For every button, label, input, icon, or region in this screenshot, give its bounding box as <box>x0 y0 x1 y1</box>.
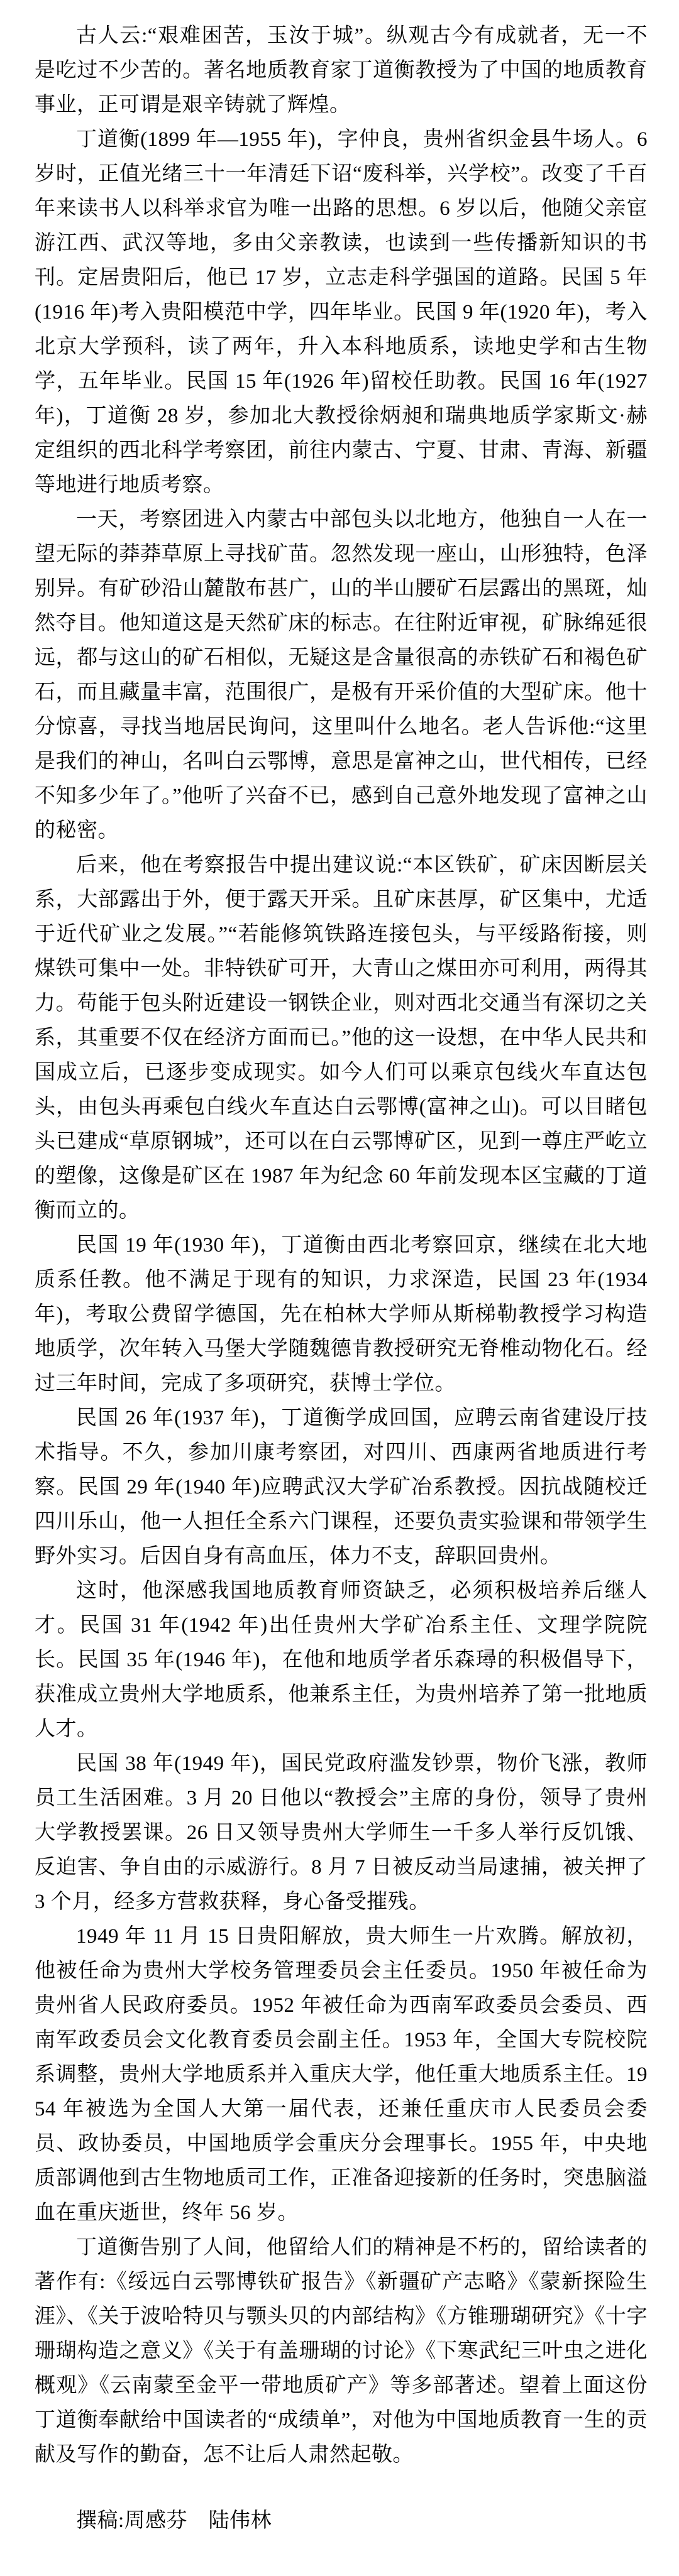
paragraph-early-life: 丁道衡(1899 年—1955 年)，字仲良，贵州省织金县牛场人。6 岁时，正值光绪三十一年清廷下诏“废科举，兴学校”。改变了千百年来读书人以科举求官为唯一出路的思想。6 岁以后，他随父亲宦游江西、武汉等地，多由父亲教读，也读到一些传播新知识的书刊。定居贵阳后，他已 17 岁，立志走科学强国的道路。民国 5 年(1916 年)考入贵阳模范中学，四年毕业。民国 9 年(1920 年)，考入北京大学预科，读了两年，升入本科地质系，读地史学和古生物学，五年毕业。民国 15 年(1926 年)留校任助教。民国 16 年(1927 年)，丁道衡 28 岁，参加北大教授徐炳昶和瑞典地质学家斯文·赫定组织的西北科学考察团，前往内蒙古、宁夏、甘肃、青海、新疆等地进行地质考察。 <box>35 128 648 496</box>
paragraph-report-proposal: 后来，他在考察报告中提出建议说:“本区铁矿，矿床因断层关系，大部露出于外，便于露天开采。且矿床甚厚，矿区集中，尤适于近代矿业之发展。”“若能修筑铁路连接包头，与平绥路衔接，则煤铁可集中一处。非特铁矿可开，大青山之煤田亦可利用，两得其力。苟能于包头附近建设一钢铁企业，则对西北交通当有深切之关系，其重要不仅在经济方面而已。”他的这一设想，在中华人民共和国成立后，已逐步变成现实。如今人们可以乘京包线火车直达包头，由包头再乘包白线火车直达白云鄂博(富神之山)。可以目睹包头已建成“草原钢城”，还可以在白云鄂博矿区，见到一尊庄严屹立的塑像，这像是矿区在 1987 年为纪念 60 年前发现本区宝藏的丁道衡而立的。 <box>35 854 648 1222</box>
byline-authors: 撰稿:周感芬 陆伟林 <box>76 2509 272 2532</box>
paragraph-discovery: 一天，考察团进入内蒙古中部包头以北地方，他独自一人在一望无际的莽莽草原上寻找矿苗。忽然发现一座山，山形独特，色泽别异。有矿砂沿山麓散布甚广，山的半山腰矿石层露出的黑斑，灿然夺目。他知道这是天然矿床的标志。在往附近审视，矿脉绵延很远，都与这山的矿石相似，无疑这是含量很高的赤铁矿石和褐色矿石，而且藏量丰富，范围很广，是极有开采价值的大型矿床。他十分惊喜，寻找当地居民询问，这里叫什么地名。老人告诉他:“这里是我们的神山，名叫白云鄂博，意思是富神之山，世代相传，已经不知多少年了。”他听了兴奋不已，感到自己意外地发现了富神之山的秘密。 <box>35 508 648 842</box>
paragraph-after-liberation: 1949 年 11 月 15 日贵阳解放，贵大师生一片欢腾。解放初，他被任命为贵州大学校务管理委员会主任委员。1950 年被任命为贵州省人民政府委员。1952 年被任命为西南军政委员会委员、西南军政委员会文化教育委员会副主任。1953 年，全国大专院校院系调整，贵州大学地质系并入重庆大学，他任重大地质系主任。1954 年被选为全国人大第一届代表，还兼任重庆市人民委员会委员、政协委员，中国地质学会重庆分会理事长。1955 年，中央地质部调他到古生物地质司工作，正准备迎接新的任务时，突患脑溢血在重庆逝世，终年 56 岁。 <box>35 1925 648 2224</box>
paragraph-1949-protests: 民国 38 年(1949 年)，国民党政府滥发钞票，物价飞涨，教师员工生活困难。3 月 20 日他以“教授会”主席的身份，领导了贵州大学教授罢课。26 日又领导贵州大学师生一千多人举行反饥饿、反迫害、争自由的示威游行。8 月 7 日被反动当局逮捕，被关押了 3 个月，经多方营救获释，身心备受摧残。 <box>35 1752 648 1913</box>
paragraph-intro: 古人云:“艰难困苦，玉汝于城”。纵观古今有成就者，无一不是吃过不少苦的。著名地质教育家丁道衡教授为了中国的地质教育事业，正可谓是艰辛铸就了辉煌。 <box>35 25 648 116</box>
paragraph-legacy-works: 丁道衡告别了人间，他留给人们的精神是不朽的，留给读者的著作有:《绥远白云鄂博铁矿报告》《新疆矿产志略》《蒙新探险生涯》、《关于波哈特贝与颚头贝的内部结构》《方锥珊瑚研究》《十字珊瑚构造之意义》《关于有盖珊瑚的讨论》《下寒武纪三叶虫之进化概观》《云南蒙至金平一带地质矿产》等多部著述。望着上面这份丁道衡奉献给中国读者的“成绩单”，对他为中国地质教育一生的贡献及写作的勤奋，怎不让后人肃然起敬。 <box>35 2236 648 2466</box>
paragraph-study-abroad: 民国 19 年(1930 年)，丁道衡由西北考察回京，继续在北大地质系任教。他不满足于现有的知识，力求深造，民国 23 年(1934 年)，考取公费留学德国，先在柏林大学师从斯梯勒教授学习构造地质学，次年转入马堡大学随魏德肯教授研究无脊椎动物化石。经过三年时间，完成了多项研究，获博士学位。 <box>35 1234 648 1395</box>
paragraph-guizhou-university: 这时，他深感我国地质教育师资缺乏，必须积极培养后继人才。民国 31 年(1942 年)出任贵州大学矿冶系主任、文理学院院长。民国 35 年(1946 年)，在他和地质学者乐森璕的积极倡导下，获准成立贵州大学地质系，他兼系主任，为贵州培养了第一批地质人才。 <box>35 1580 648 1740</box>
paragraph-return-china: 民国 26 年(1937 年)，丁道衡学成回国，应聘云南省建设厅技术指导。不久，参加川康考察团，对四川、西康两省地质进行考察。民国 29 年(1940 年)应聘武汉大学矿冶系教授。因抗战随校迁四川乐山，他一人担任全系六门课程，还要负责实验课和带领学生野外实习。后因自身有高血压，体力不支，辞职回贵州。 <box>35 1407 648 1568</box>
